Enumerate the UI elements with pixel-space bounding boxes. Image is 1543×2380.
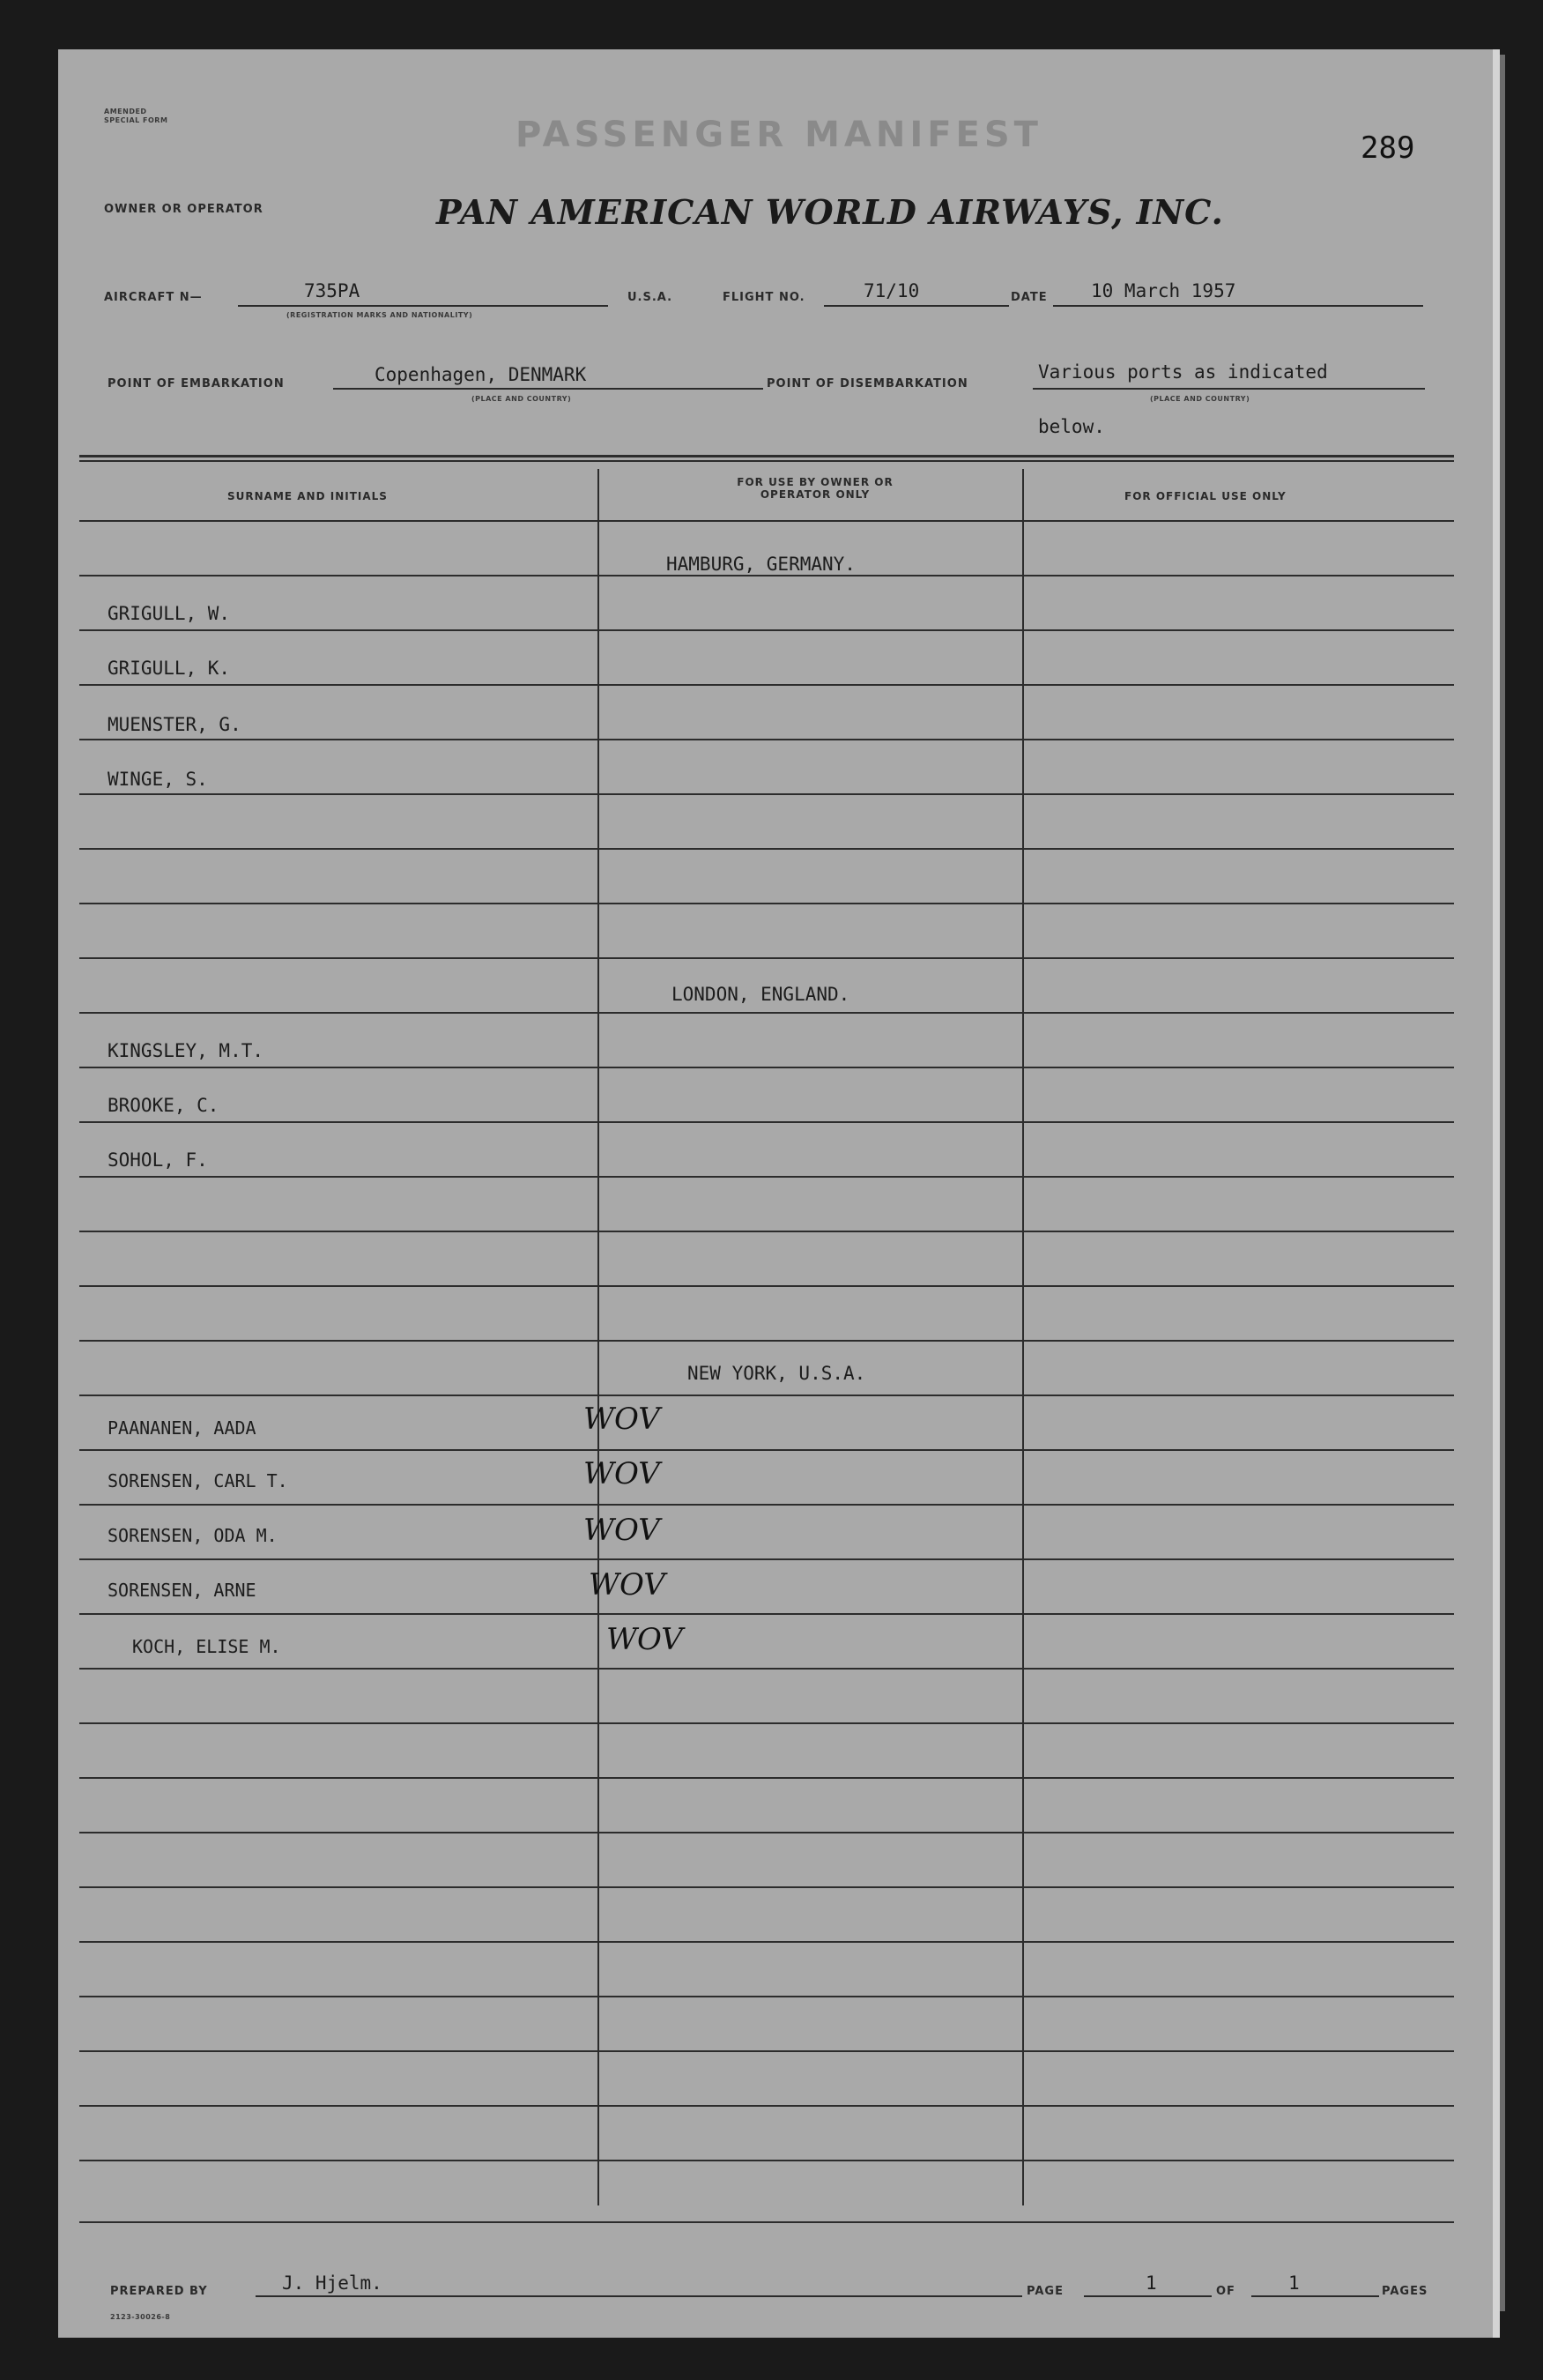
disembark-underline [1033, 388, 1425, 390]
table-rule [79, 1067, 1454, 1068]
port-heading-london: LONDON, ENGLAND. [671, 984, 850, 1005]
header-rule-top-double [79, 460, 1454, 462]
passenger-name: GRIGULL, W. [108, 603, 231, 624]
table-rule [79, 1449, 1454, 1451]
handwritten-mark: WOV [583, 1402, 660, 1437]
handwritten-mark: WOV [606, 1622, 683, 1657]
date-label: DATE [1011, 291, 1048, 304]
port-heading-new-york: NEW YORK, U.S.A. [687, 1363, 866, 1384]
table-rule [79, 2160, 1454, 2161]
table-rule [79, 1613, 1454, 1615]
table-rule [79, 1504, 1454, 1506]
page-number: 289 [1361, 130, 1415, 166]
of-value: 1 [1288, 2272, 1300, 2294]
of-underline [1251, 2295, 1379, 2297]
table-rule [79, 1395, 1454, 1396]
prepared-by-underline [256, 2295, 1022, 2297]
table-rule [79, 1722, 1454, 1724]
date-value: 10 March 1957 [1091, 280, 1236, 301]
embark-value: Copenhagen, DENMARK [375, 364, 587, 385]
table-rule [79, 1340, 1454, 1342]
form-title: PASSENGER MANIFEST [516, 115, 1042, 155]
disembark-caption: (PLACE AND COUNTRY) [1150, 395, 1250, 403]
embark-label: POINT OF EMBARKATION [108, 377, 285, 390]
table-rule [79, 957, 1454, 959]
port-heading-hamburg: HAMBURG, GERMANY. [666, 554, 856, 575]
prepared-by-label: PREPARED BY [110, 2285, 208, 2298]
of-label: OF [1216, 2285, 1235, 2298]
prepared-by-value: J. Hjelm. [282, 2272, 382, 2294]
table-rule [79, 1121, 1454, 1123]
embark-underline [333, 388, 763, 390]
page-value: 1 [1146, 2272, 1157, 2294]
table-rule [79, 1285, 1454, 1287]
column-header-surname: SURNAME AND INITIALS [227, 490, 388, 502]
table-rule [79, 1777, 1454, 1779]
table-rule [79, 793, 1454, 795]
flight-label: FLIGHT NO. [723, 291, 805, 304]
column-header-owner: FOR USE BY OWNER OR OPERATOR ONLY [737, 476, 894, 501]
embark-caption: (PLACE AND COUNTRY) [471, 395, 572, 403]
pages-label: PAGES [1382, 2285, 1428, 2298]
passenger-name: WINGE, S. [108, 769, 208, 790]
disembark-value-continued: below. [1038, 416, 1105, 437]
table-rule [79, 1012, 1454, 1014]
passenger-name: BROOKE, C. [108, 1095, 219, 1116]
passenger-name: KOCH, ELISE M. [132, 1636, 281, 1657]
table-rule [79, 2105, 1454, 2107]
disembark-label: POINT OF DISEMBARKATION [767, 377, 968, 390]
passenger-name: GRIGULL, K. [108, 658, 231, 679]
usa-label: U.S.A. [627, 291, 673, 304]
aircraft-value: 735PA [304, 280, 360, 301]
disembark-value: Various ports as indicated [1038, 361, 1328, 383]
stamp-text: AMENDED SPECIAL FORM [104, 108, 168, 124]
table-rule [79, 903, 1454, 904]
aircraft-label: AIRCRAFT N— [104, 291, 203, 304]
flight-value: 71/10 [864, 280, 920, 301]
passenger-name: KINGSLEY, M.T. [108, 1040, 264, 1061]
footer-rule [79, 2221, 1454, 2223]
handwritten-mark: WOV [583, 1456, 660, 1491]
table-rule [79, 1832, 1454, 1833]
date-underline [1053, 305, 1423, 307]
page-label: PAGE [1027, 2285, 1064, 2298]
aircraft-caption: (REGISTRATION MARKS AND NATIONALITY) [286, 311, 473, 319]
aircraft-underline [238, 305, 608, 307]
table-rule [79, 739, 1454, 740]
handwritten-mark: WOV [583, 1513, 660, 1548]
manifest-page [58, 49, 1500, 2338]
flight-underline [824, 305, 1009, 307]
table-rule [79, 1231, 1454, 1232]
table-rule [79, 1886, 1454, 1888]
table-rule [79, 1941, 1454, 1943]
column-divider-left [597, 469, 599, 2205]
table-rule [79, 520, 1454, 522]
passenger-name: MUENSTER, G. [108, 714, 241, 735]
table-rule [79, 684, 1454, 686]
passenger-name: PAANANEN, AADA [108, 1417, 256, 1439]
header-rule-top [79, 455, 1454, 457]
passenger-name: SORENSEN, CARL T. [108, 1470, 288, 1491]
owner-name: PAN AMERICAN WORLD AIRWAYS, INC. [436, 192, 1224, 232]
table-rule [79, 575, 1454, 576]
column-header-official: FOR OFFICIAL USE ONLY [1124, 490, 1287, 502]
column-divider-right [1022, 469, 1024, 2205]
passenger-name: SORENSEN, ARNE [108, 1580, 256, 1601]
passenger-name: SOHOL, F. [108, 1149, 208, 1171]
table-rule [79, 2050, 1454, 2052]
table-rule [79, 1668, 1454, 1670]
table-rule [79, 848, 1454, 850]
form-code: 2123-30026-8 [110, 2313, 171, 2321]
handwritten-mark: WOV [589, 1567, 665, 1603]
table-rule [79, 1558, 1454, 1560]
owner-label: OWNER OR OPERATOR [104, 203, 263, 216]
table-rule [79, 1176, 1454, 1178]
table-rule [79, 629, 1454, 631]
page-underline [1084, 2295, 1212, 2297]
passenger-name: SORENSEN, ODA M. [108, 1525, 278, 1546]
table-rule [79, 1996, 1454, 1997]
